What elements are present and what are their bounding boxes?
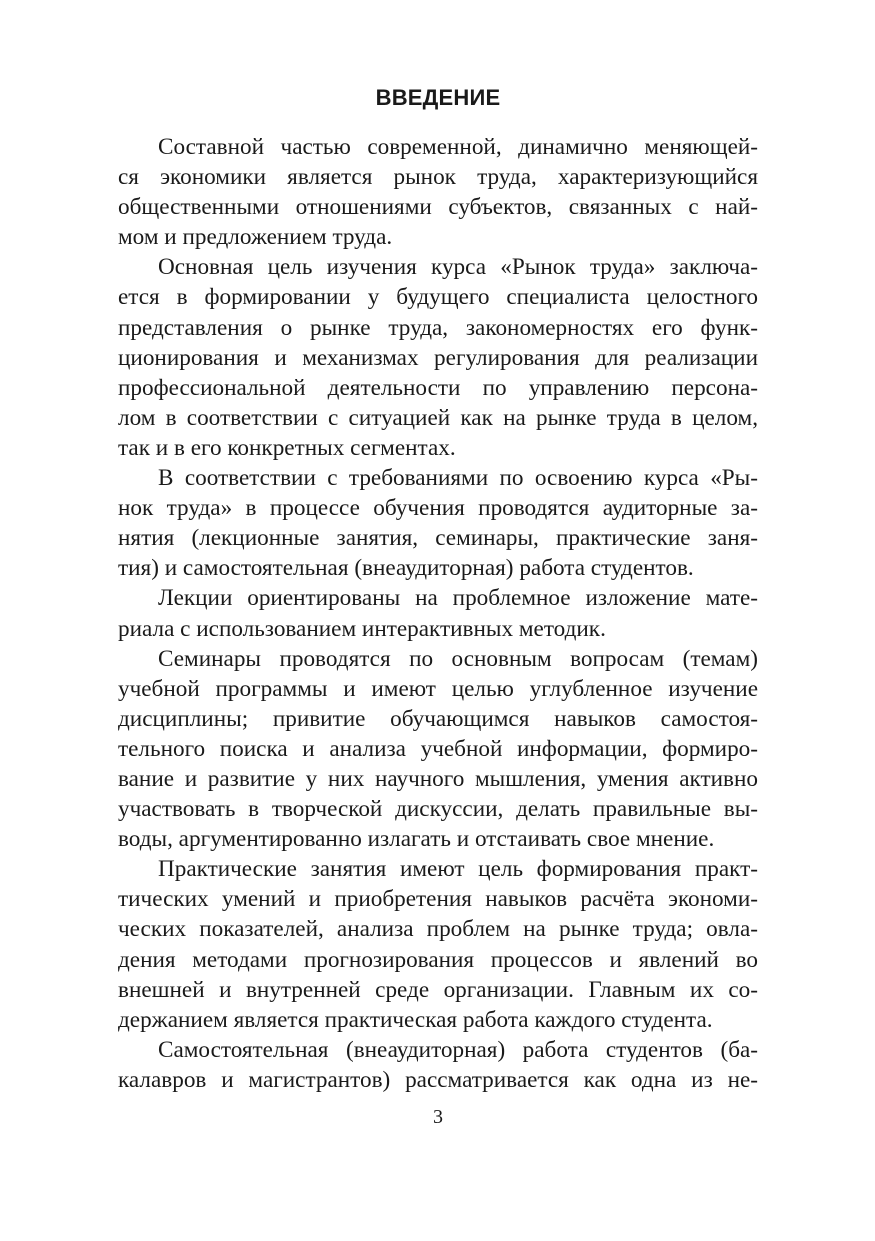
paragraph (118, 854, 758, 1035)
text-line: Практические занятия имеют цель формирования практ- (158, 856, 758, 883)
paragraph (118, 1035, 758, 1095)
text-line: так и в его конкретных сегментах. (118, 434, 456, 461)
page-number: 3 (433, 1106, 443, 1128)
paragraph (118, 132, 758, 252)
text-line: ся экономики является рынок труда, характеризующийся (118, 164, 758, 191)
paragraph (118, 463, 758, 583)
text-line: общественными отношениями субъектов, связанных с най- (118, 194, 758, 221)
text-line: держанием является практическая работа каждого студента. (118, 1006, 713, 1033)
text-line: ется в формировании у будущего специалиста целостного (118, 284, 758, 311)
text-line: калавров и магистрантов) рассматривается как одна из не- (118, 1066, 758, 1093)
text-line: Самостоятельная (внеаудиторная) работа студентов (ба- (158, 1036, 758, 1063)
text-line: тических умений и приобретения навыков расчёта экономи- (118, 886, 758, 913)
page-title: ВВЕДЕНИЕ (375, 85, 501, 110)
text-line: лом в соответствии с ситуацией как на рынке труда в целом, (118, 404, 758, 431)
text-line: ционирования и механизмах регулирования для реализации (118, 344, 758, 371)
text-line: дисциплины; привитие обучающимся навыков самостоя- (118, 705, 758, 732)
text-line: нок труда» в процессе обучения проводятся аудиторные за- (118, 495, 758, 522)
text-line: профессиональной деятельности по управлению персона- (118, 374, 758, 401)
text-line: Семинары проводятся по основным вопросам (темам) (158, 645, 758, 672)
text-line: ческих показателей, анализа проблем на рынке труда; овла- (118, 916, 758, 943)
text-line: представления о рынке труда, закономерностях его функ- (118, 314, 758, 341)
paragraph (118, 583, 758, 643)
text-line: вание и развитие у них научного мышления, умения активно (118, 765, 758, 792)
paragraph (118, 252, 758, 463)
text-line: воды, аргументированно излагать и отстаивать свое мнение. (118, 826, 715, 853)
text-line: учебной программы и имеют целью углубленное изучение (118, 675, 758, 702)
paragraph (118, 644, 758, 855)
text-line: Основная цель изучения курса «Рынок труда» заключа- (158, 254, 758, 281)
text-line: тия) и самостоятельная (внеаудиторная) работа студентов. (118, 555, 694, 582)
body-text (118, 132, 758, 1095)
text-line: мом и предложением труда. (118, 224, 393, 251)
text-line: дения методами прогнозирования процессов и явлений во (118, 946, 758, 973)
text-line: Лекции ориентированы на проблемное изложение мате- (158, 585, 758, 612)
text-line: Составной частью современной, динамично меняющей- (158, 134, 758, 160)
text-line: В соответствии с требованиями по освоению курса «Ры- (158, 465, 758, 492)
text-line: внешней и внутренней среде организации. Главным их со- (118, 976, 758, 1003)
text-line: нятия (лекционные занятия, семинары, практические заня- (118, 525, 758, 552)
text-line: участвовать в творческой дискуссии, делать правильные вы- (118, 796, 758, 823)
text-line: риала с использованием интерактивных методик. (118, 615, 606, 642)
text-line: тельного поиска и анализа учебной информации, формиро- (118, 735, 758, 762)
